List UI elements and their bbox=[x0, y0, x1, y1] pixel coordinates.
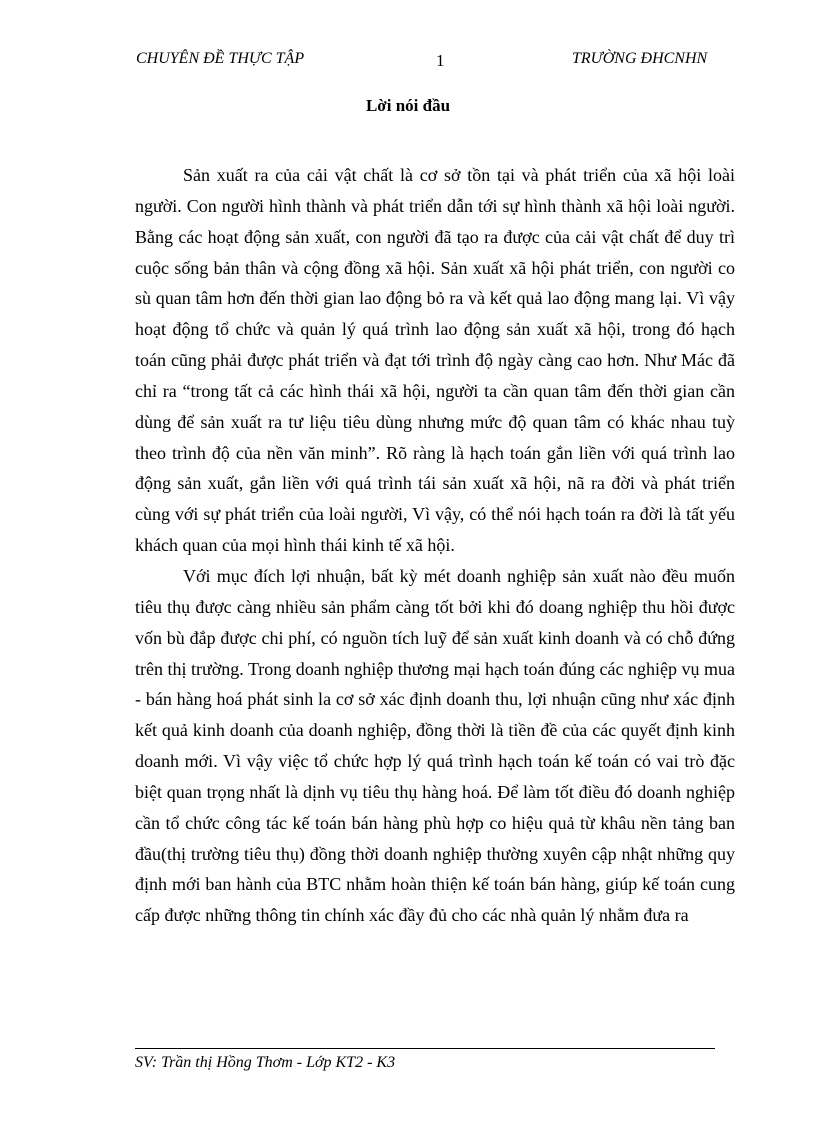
paragraph: Với mục đích lợi nhuận, bất kỳ mét doanh nghiệp sản xuất nào đều muốn tiêu thụ được càng nhiều sản phẩm càng tốt bởi khi đó doang nghiệp thu hồi được vốn bù đắp được chi phí, có nguồn tích luỹ để sản xuất kinh doanh và có chỗ đứng trên thị trường. Trong doanh nghiệp thương mại hạch toán đúng các nghiệp vụ mua - bán hàng hoá phát sinh la cơ sở xác định doanh thu, lợi nhuận cũng như xác định kết quả kinh doanh của doanh nghiệp, đồng thời là tiền đề của các quyết định kinh doanh mới. Vì vậy việc tổ chức hợp lý quá trình hạch toán kế toán có vai trò đặc biệt quan trọng nhất là dịnh vụ tiêu thụ hàng hoá. Để làm tốt điều đó doanh nghiệp cần tổ chức công tác kế toán bán hàng phù hợp co hiệu quả từ khâu nền tảng ban đầu(thị trường tiêu thụ) đồng thời doanh nghiệp thường xuyên cập nhật những quy định mới ban hành của BTC nhằm hoàn thiện kế toán bán hàng, giúp kế toán cung cấp được những thông tin chính xác đầy đủ cho các nhà quản lý nhằm đưa ra bbox=[135, 565, 735, 926]
page-title: Lời nói đầu bbox=[365, 96, 451, 115]
paragraph: Sản xuất ra của cải vật chất là cơ sở tồn tại và phát triển của xã hội loài người. Con người hình thành và phát triển dẫn tới sự hình thành xã hội loài người. Bằng các hoạt động sản xuất, con người đã tạo ra được của cải vật chất để duy trì cuộc sống bản thân và cộng đồng xã hội. Sản xuất xã hội phát triển, con người co sù quan tâm hơn đến thời gian lao động bỏ ra và kết quả lao động mang lại. Vì vậy hoạt động tổ chức và quản lý quá trình lao động sản xuất xã hội, trong đó hạch toán cũng phải được phát triển và đạt tới trình độ ngày càng cao hơn. Như Mác đã chỉ ra “trong tất cả các hình thái xã hội, người ta cần quan tâm đến thời gian cần dùng để sản xuất ra tư liệu tiêu dùng nhưng mức độ quan tâm có khác nhau tuỳ theo trình độ của nền văn minh”. Rõ ràng là hạch toán gắn liền với quá trình lao động sản xuất, gắn liền với quá trình tái sản xuất xã hội, nã ra đời và phát triển cùng với sự phát triển của loài người, Vì vậy, có thể nói hạch toán ra đời là tất yếu khách quan của mọi hình thái kinh tế xã hội. bbox=[135, 165, 735, 556]
page-header bbox=[0, 46, 816, 74]
header-right-text: TRƯỜNG ĐHCNHN bbox=[572, 50, 708, 67]
header-left-text: CHUYÊN ĐỀ THỰC TẬP bbox=[136, 50, 305, 67]
page-footer: SV: Trần thị Hồng Thơm - Lớp KT2 - K3 bbox=[135, 1054, 396, 1071]
page-number: 1 bbox=[436, 51, 445, 70]
footer-divider bbox=[135, 1048, 715, 1049]
body-text bbox=[135, 160, 735, 931]
